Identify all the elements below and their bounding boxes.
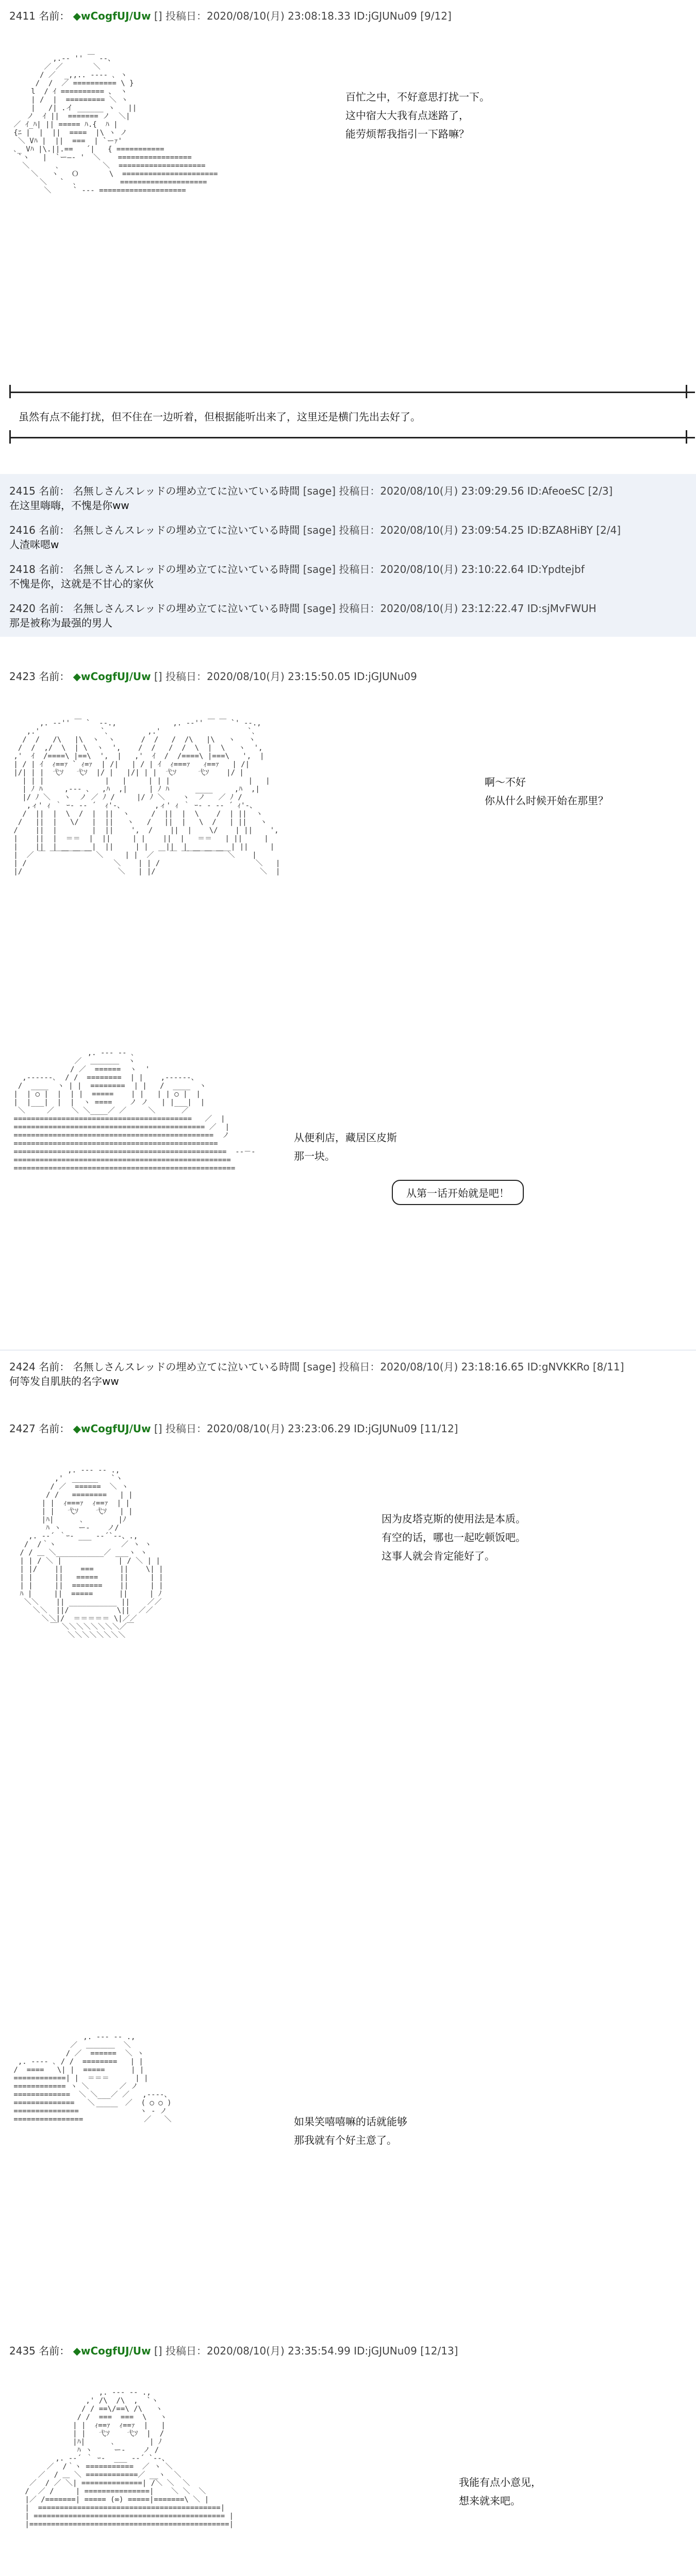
dialogue-line: 百忙之中，不好意思打扰一下。	[345, 91, 490, 103]
post-number[interactable]: 2416	[9, 524, 36, 536]
name-label: 名前：	[39, 2345, 70, 2357]
post-header	[9, 1360, 624, 1374]
ascii-art-two-characters: ,. -‐'' ￣ ` ‐-., ,. -‐'' ￣ ￣ `' ‐-., ,.' `､ ,.' `､ / / /\ |\ ヽ ヽ / / / /\ |\ ヽ ヽ / / ,/ \ | \ ヽ ', / / / / \ | \ ヽ ', ,' ｲ /====\ |==\ ', | ,' ｲ / /====\ |===\ ', | | / | ｲ ｨ==ｧ ` ｨ=ｧ | /| | / | ｲ ｨ===ｧ ｨ==ｧ | /| |/| | | 弋ｿ 弋ｿ |/ | |/| | | 弋ｿ 弋ｿ |/ | | | | | | | | | | | | ﾉ ﾊ ,-‐- 、 ,ﾊ ,| | ﾉ ﾊ ____ ,ﾊ ,| |/ ﾉ ＼ ヽ ノ ／ ﾉ / |/ ﾉ ＼ ヽ ノ ／ ﾉ / ,ィ' ｨ ｀ ｰ- -‐ ´ ｨ'‐、 ,ィ' ｨ ｀ ｰ- - -‐ ´ ｨ'‐、 / || | \ / | || ヽ / || | \ / | || ヽ / || | \/ | || ヽ / || | \ / | || ヽ / || | | || ', / || | \/ | || ', | || | ＝＝ | || | | || | ＝＝ | || | | || |________| || | | || |__________| || | | ／ ￣ ￣ ￣ ￣ ￣ ＼ | | ／ ￣ ￣ ￣ ￣ ￣ ￣ ＼ | | / ＼ | | / ＼ | |/ ＼ | |/ ＼ |	[13, 719, 280, 876]
post-number[interactable]: 2435	[9, 2345, 36, 2357]
name-label: 名前：	[39, 524, 70, 536]
rule-tick-right	[686, 385, 687, 398]
name-label: 名前：	[39, 1422, 70, 1435]
dialogue-line: 因为皮塔克斯的使用法是本质。	[382, 1513, 526, 1525]
post-number[interactable]: 2415	[9, 485, 36, 497]
poster-name[interactable]: 名無しさんスレッドの埋め立てに泣いている時間	[73, 602, 300, 615]
scene2-dialogue	[485, 773, 608, 810]
post-header	[9, 9, 452, 23]
dialogue-line: 啊～不好	[485, 776, 526, 788]
shout-box: 从第一话开始就是吧！	[392, 1180, 524, 1205]
post-meta: [sage] 投稿日：2020/08/10(月) 23:12:22.47 ID:sjMvFWUH	[303, 602, 596, 615]
post-body: 何等发自肌肤的名字ww	[9, 1375, 119, 1387]
post-meta: [] 投稿日：2020/08/10(月) 23:35:54.99 ID:jGJUNu09 [12/13]	[154, 2345, 458, 2357]
post-body: 那是被称为最强的男人	[9, 617, 112, 629]
divider-rule	[9, 392, 695, 393]
post-meta: [] 投稿日：2020/08/10(月) 23:15:50.05 ID:jGJUNu09	[154, 670, 417, 683]
dialogue-line: 你从什么时候开始在那里？	[485, 794, 608, 807]
post-body: 在这里嗨嗨，不愧是你ww	[9, 499, 129, 512]
post-number[interactable]: 2423	[9, 670, 36, 683]
dialogue-line: 这中宿大大我有点迷路了，	[345, 109, 469, 122]
post-number[interactable]: 2427	[9, 1422, 36, 1435]
dialogue-line: 那一块。	[294, 1150, 335, 1162]
rule-tick-right	[686, 430, 687, 444]
dialogue-line: 从便利店，藏居区皮斯	[294, 1131, 397, 1144]
post-number[interactable]: 2418	[9, 563, 36, 575]
name-label: 名前：	[39, 602, 70, 615]
scene1-dialogue	[345, 88, 490, 143]
post-number[interactable]: 2411	[9, 10, 36, 22]
scene3-dialogue	[294, 1128, 397, 1165]
post-meta: [sage] 投稿日：2020/08/10(月) 23:09:29.56 ID:AfeoeSC [2/3]	[303, 485, 613, 497]
name-label: 名前：	[39, 563, 70, 575]
dialogue-line: 如果笑嘻嘻嘛的话就能够	[294, 2115, 407, 2128]
dialogue-line: 我能有点小意见，	[459, 2476, 541, 2488]
name-label: 名前：	[39, 10, 70, 22]
post-number[interactable]: 2420	[9, 602, 36, 615]
ascii-art-santa-hat-scene: ,. -‐‐ ‐- ､ ／ ＿＿＿＿ ヽ / ／ ====== ヽ ' ,--‐‐--､ / / ======== | | ,--‐‐--、 / ____ ヽ | | ======== | | / ____ ヽ | | ○ | | | | ===== | | | | ○ | | | |___| | | ヽ ==== ノ ノ | |___| | ＼ ／ ＼ ＼____／ ／ ＼ ／ ========================================= ／ | ============================================ ／ | ============================================== ノ =============================================== ================================================= ‐-－‐ ================================================== ===================================================	[13, 1049, 256, 1173]
name-label: 名前：	[39, 485, 70, 497]
post-header	[9, 523, 621, 537]
ascii-art-character-thinking: ,. -‐‐ ‐- ., ,' /\ /\ , `ヽ / / ==\/==\ /\ ヽ / / === === \ ヽ | | ｨ==ｧ ｨ==ｧ | | | | 弋ｿ 弋ｿ | / |ﾊ| ､ | ﾉ ﾊ ヽ ー‐ ノ / ,. -‐´ ｀ ｰ- ___ -‐´ `‐-、 ／ /｀ヽ =========== ／ ヽ ＼ ／ / ＿ ＼ ============／ __ヽ ＼ ／ / ／ ＼| ==============| /＼ ＼ ＼ / ／ / | ===============| ＼ ＼ ＼ |／ /=======| ===== (∞) =====|=======\ ＼ | | ==========================================| | ============================================ | |==============================================|	[25, 2388, 234, 2529]
divider-rule	[9, 437, 695, 438]
post-header	[9, 670, 417, 683]
post-header	[9, 563, 585, 576]
ascii-art-santa-bag: ,. -‐‐ ‐- ., ／ ＿＿＿＿ ＼ / ／ ====== ＼ ヽ ,. -‐-- ､ / / ======== | | / ==== \| | ===== | | ============| | ＝＝＝ | | ============ ヽ ＼ ／ ノ ============= ＼ ＼___／ ／ ,-‐‐-、 ============== ＼ ／ ( ○ ○ ) =============== ￣￣￣ ヽ ‐ ノ ================ ／ ＼	[13, 2033, 172, 2124]
post-meta: [sage] 投稿日：2020/08/10(月) 23:09:54.25 ID:BZA8HiBY [2/4]	[303, 524, 621, 536]
dialogue-line: 想来就来吧。	[459, 2495, 521, 2507]
post-header	[9, 602, 596, 615]
post-meta: [sage] 投稿日：2020/08/10(月) 23:10:22.64 ID:Ypdtejbf	[303, 563, 585, 575]
post-meta: [] 投稿日：2020/08/10(月) 23:23:06.29 ID:jGJUNu09 [11/12]	[154, 1422, 458, 1435]
name-label: 名前：	[39, 670, 70, 683]
post-header	[9, 484, 612, 498]
post-header	[9, 2344, 458, 2358]
rule-tick-left	[9, 430, 11, 444]
narration-text: 虽然有点不能打扰，但不住在一边听着，但根据能听出来了，这里还是横门先出去好了。	[19, 411, 421, 423]
dialogue-line: 那我就有个好主意了。	[294, 2134, 397, 2146]
rule-tick-left	[9, 385, 11, 398]
poster-name[interactable]: 名無しさんスレッドの埋め立てに泣いている時間	[73, 485, 300, 497]
post-number[interactable]: 2424	[9, 1361, 36, 1373]
poster-name[interactable]: ◆wCogfUJ/Uw	[73, 10, 151, 22]
ascii-art-santa: ,.-‐ '' ￣ ‐-、 ／ ／ ＼ / ／ _,,.. -‐‐- ､ ヽ / / ／ ========== \ } l / ｲ ========== 、 ヽ | / | ========= ＼ ヽ | /| .イ ______ ヽ || ノ ｲ || ======= ノ ＼| ／ ｲ_ﾊ| || ===== ﾊ.{ ﾊ | {ﾆ | | || ==== |\ ヽ ノ ＼ Vﾊ | || === | `ーｧ' ､_ Vﾊ |\.||.== ´| { =========== `ヽ | `ー―‐ ' ＼ ================= ＼ ､ ＼ ==================== ＼ ヽ Ｏ \ ====================== ＼ ` ､ ==================== ＼ ` ‐-- ====================	[13, 55, 218, 195]
dialogue-line: 这事人就会肯定能好了。	[382, 1550, 495, 1562]
post-meta: [sage] 投稿日：2020/08/10(月) 23:18:16.65 ID:gNVKKRo [8/11]	[303, 1361, 624, 1373]
scene6-dialogue	[459, 2473, 541, 2510]
poster-name[interactable]: ◆wCogfUJ/Uw	[73, 670, 151, 683]
poster-name[interactable]: 名無しさんスレッドの埋め立てに泣いている時間	[73, 1361, 300, 1373]
scene4-dialogue	[382, 1510, 526, 1565]
poster-name[interactable]: 名無しさんスレッドの埋め立てに泣いている時間	[73, 524, 300, 536]
poster-name[interactable]: ◆wCogfUJ/Uw	[73, 2345, 151, 2357]
post-meta: [] 投稿日：2020/08/10(月) 23:08:18.33 ID:jGJUNu09 [9/12]	[154, 10, 452, 22]
dialogue-line: 能劳烦帮我指引一下路嘛？	[345, 128, 469, 140]
ascii-art-character-pointing: ,. -‐‐ ‐- ., ,' ______ `ヽ / ／ ====== ＼ ヽ / / ======== | | | | ｨ===ｧ ｨ==ｧ | | | | 弋ｿ 弋ｿ | | |ﾊ| ､ |ﾉ ﾊ ヽ ー‐ ノ/ ,. -‐´ ｀ｰ- ___ -‐´`‐-、., / /｀ヽ ／ ヽ ヽ / / ＿ ＼___________／ ___ヽ ヽ | | / ＼ | | / ＼ | | | |/ || === || \| | | | || ===== || | | | | || ======= || | | ﾊ | || ===== || | ﾉ ＼＼ || ___________ || ／／ ＼＼ ||/ \|| ／／ ＼＼|/ ＝＝＝＝＝ \|／／ ￣ ＼＼＼＼＼＼＼＼／￣ ＼＼＼＼＼＼＼＼	[20, 1466, 163, 1639]
dialogue-line: 有空的话，哪也一起吃顿饭吧。	[382, 1531, 526, 1544]
post-body: 不愧是你，这就是不甘心的家伙	[9, 578, 154, 590]
poster-name[interactable]: 名無しさんスレッドの埋め立てに泣いている時間	[73, 563, 300, 575]
post-body: 人渣咪嗯w	[9, 538, 59, 551]
scene5-dialogue	[294, 2112, 407, 2149]
post-header	[9, 1422, 458, 1435]
poster-name[interactable]: ◆wCogfUJ/Uw	[73, 1422, 151, 1435]
name-label: 名前：	[39, 1361, 70, 1373]
